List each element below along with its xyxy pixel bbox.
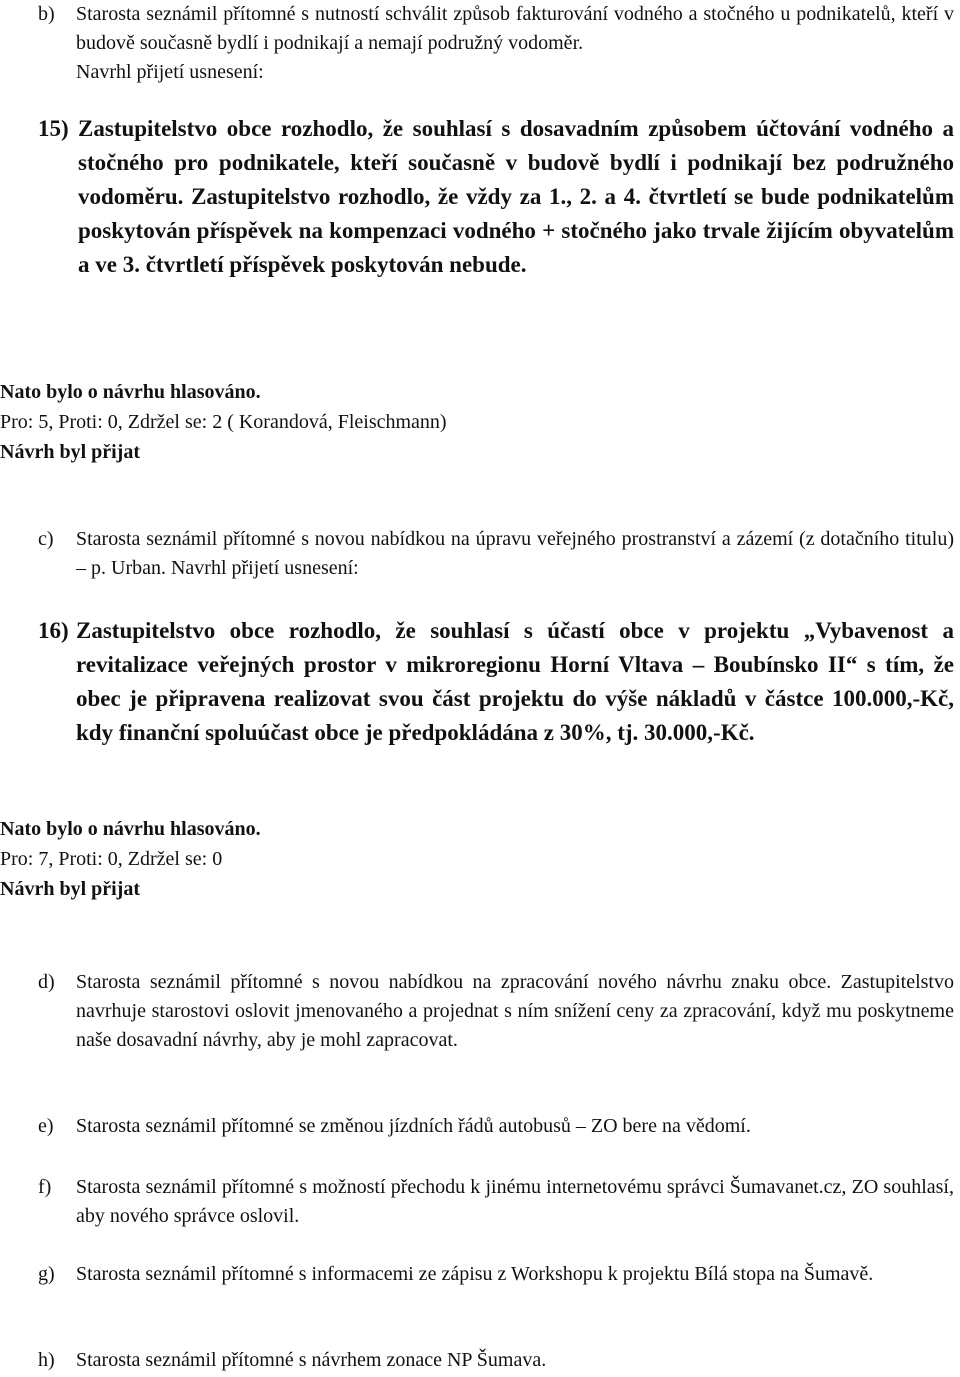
vote-outcome: Návrh byl přijat (0, 441, 140, 463)
vote-intro: Nato bylo o návrhu hlasováno. (0, 818, 261, 840)
item-b (0, 0, 960, 58)
resolution-number: 15) (38, 116, 69, 141)
item-label: g) (38, 1263, 55, 1285)
resolution-16 (0, 614, 960, 750)
item-g (0, 1260, 960, 1289)
item-e (0, 1112, 960, 1141)
proposal-line (0, 58, 960, 87)
item-text: Starosta seznámil přítomné s nutností schválit způsob fakturování vodného a stočného u podnikatelů, kteří v budově současně bydlí i podnikají a nemají podružný vodoměr. (76, 3, 954, 54)
item-label: c) (38, 528, 54, 550)
vote-result: Pro: 7, Proti: 0, Zdržel se: 0 (0, 848, 223, 870)
item-h (0, 1346, 960, 1375)
resolution-text: Zastupitelstvo obce rozhodlo, že souhlasí s dosavadním způsobem účtování vodného a stočného pro podnikatele, kteří současně v budově bydlí i podnikají bez podružného vodoměru. Zastupitelstvo rozhodlo, že vždy za 1., 2. a 4. čtvrtletí se bude podnikatelům poskytován příspěvek na kompenzaci vodného + stočného jako trvale žijícím obyvatelům a ve 3. čtvrtletí příspěvek poskytován nebude. (78, 116, 954, 277)
item-text: Starosta seznámil přítomné se změnou jízdních řádů autobusů – ZO bere na vědomí. (76, 1115, 751, 1137)
item-label: e) (38, 1115, 54, 1137)
item-text: Starosta seznámil přítomné s novou nabídkou na zpracování nového návrhu znaku obce. Zastupitelstvo navrhuje starostovi oslovit jmenovaného a projednat s ním snížení ceny za zpracování, když mu poskytneme naše dosavadní návrhy, aby je mohl zapracovat. (76, 971, 954, 1051)
item-text: Starosta seznámil přítomné s novou nabídkou na úpravu veřejného prostranství a zázemí (z dotačního titulu) – p. Urban. Navrhl přijetí usnesení: (76, 528, 954, 579)
vote-intro: Nato bylo o návrhu hlasováno. (0, 381, 261, 403)
item-text: Starosta seznámil přítomné s informacemi ze zápisu z Workshopu k projektu Bílá stopa na Šumavě. (76, 1263, 874, 1285)
item-c (0, 525, 960, 583)
item-text: Starosta seznámil přítomné s možností přechodu k jinému internetovému správci Šumavanet.cz, ZO souhlasí, aby nového správce oslovil. (76, 1176, 954, 1227)
resolution-number: 16) (38, 618, 69, 643)
item-f (0, 1173, 960, 1231)
item-label: d) (38, 971, 55, 993)
item-label: b) (38, 3, 55, 25)
vote-outcome: Návrh byl přijat (0, 878, 140, 900)
proposal-text: Navrhl přijetí usnesení: (76, 61, 264, 83)
vote-result: Pro: 5, Proti: 0, Zdržel se: 2 ( Korandová, Fleischmann) (0, 411, 447, 433)
item-d (0, 968, 960, 1055)
item-label: h) (38, 1349, 55, 1371)
item-label: f) (38, 1176, 52, 1198)
item-text: Starosta seznámil přítomné s návrhem zonace NP Šumava. (76, 1349, 547, 1371)
resolution-15 (0, 112, 960, 282)
resolution-text: Zastupitelstvo obce rozhodlo, že souhlasí s účastí obce v projektu „Vybavenost a revitalizace veřejných prostor v mikroregionu Horní Vltava – Boubínsko II“ s tím, že obec je připravena realizovat svou část projektu do výše nákladů v částce 100.000,-Kč, kdy finanční spoluúčast obce je předpokládána z 30%, tj. 30.000,-Kč. (76, 618, 954, 745)
